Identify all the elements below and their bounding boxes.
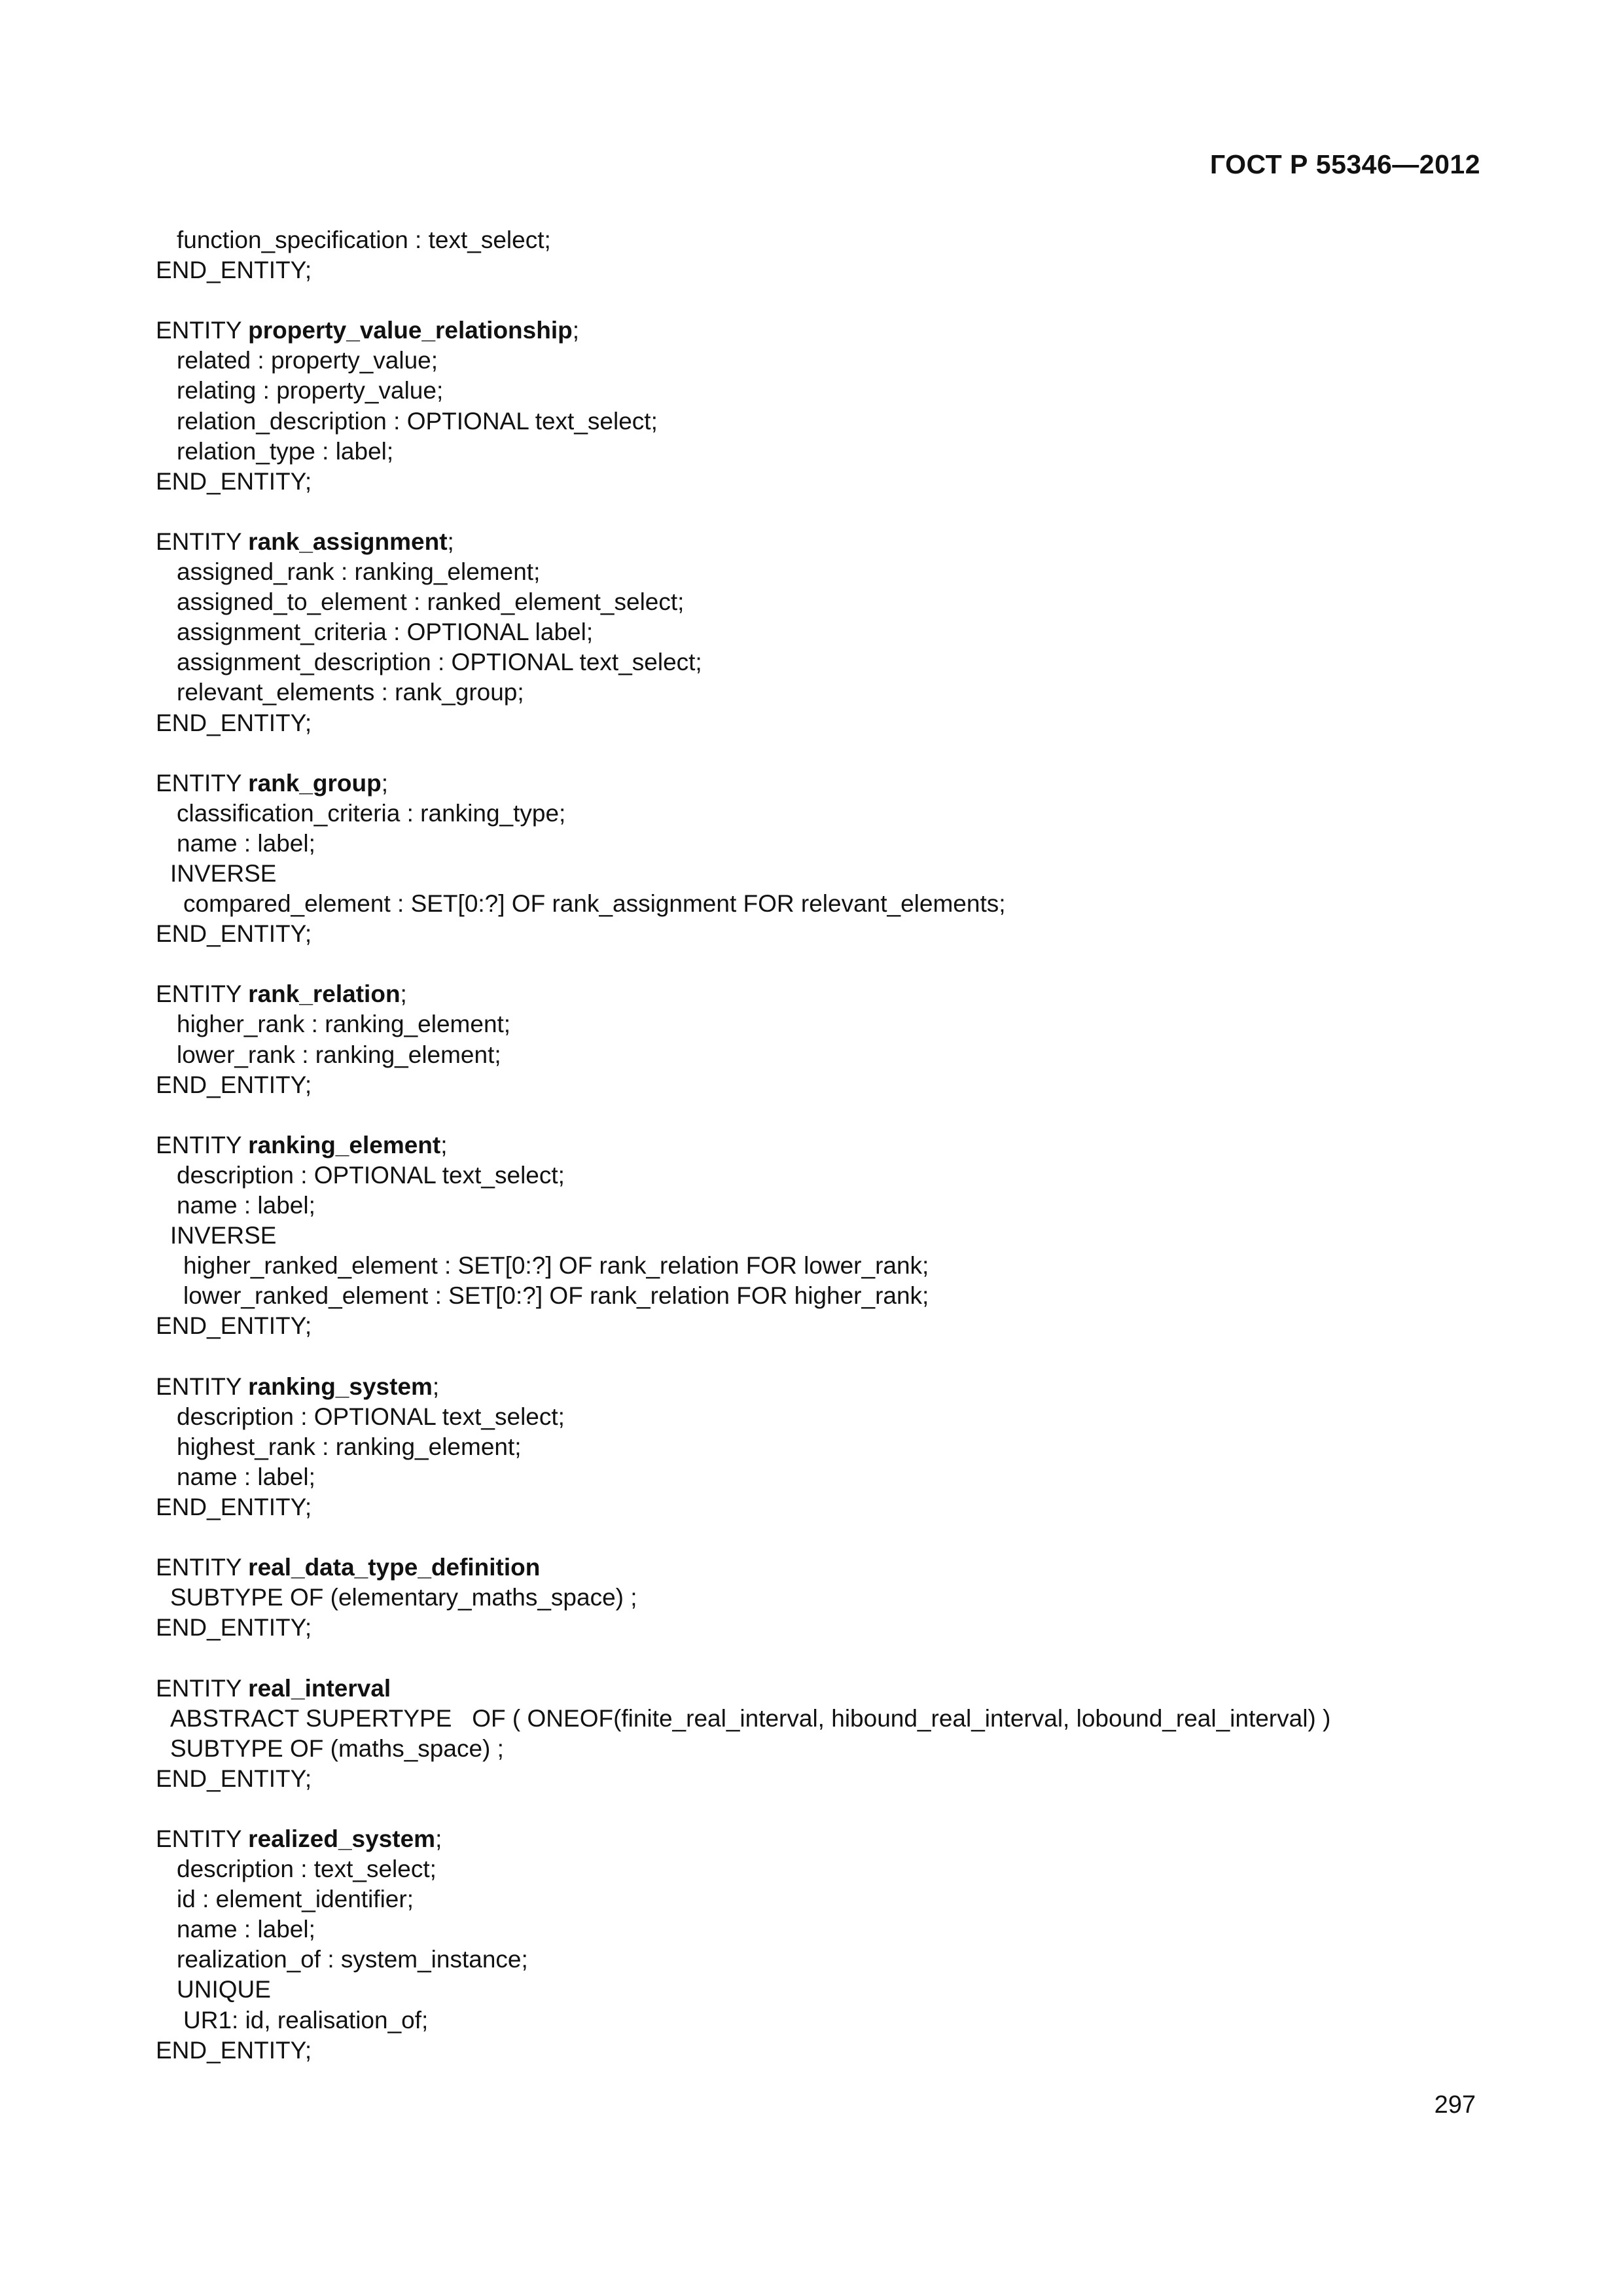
attribute-line: description : OPTIONAL text_select; <box>177 1161 565 1189</box>
entity-name: real_data_type_definition <box>248 1554 541 1581</box>
entity-name: ranking_system <box>248 1372 433 1400</box>
entity-header <box>156 527 1497 557</box>
unique-rule-line: UR1: id, realisation_of; <box>183 2006 429 2034</box>
end-entity: END_ENTITY; <box>156 467 312 495</box>
spacer <box>156 949 1497 979</box>
attribute-line: assignment_description : OPTIONAL text_select; <box>177 649 702 676</box>
attribute-line: realization_of : system_instance; <box>177 1946 528 1973</box>
inverse-keyword: INVERSE <box>170 859 277 887</box>
end-entity: END_ENTITY; <box>156 1312 312 1340</box>
semicolon: ; <box>440 1131 448 1158</box>
entity-keyword: ENTITY <box>156 1554 249 1581</box>
entity-header <box>156 979 1497 1009</box>
attribute-line: name : label; <box>177 1916 315 1943</box>
subtype-line: SUBTYPE OF (maths_space) ; <box>170 1734 504 1762</box>
end-entity: END_ENTITY; <box>156 920 312 948</box>
end-entity: END_ENTITY; <box>156 1493 312 1520</box>
entity-header <box>156 315 1497 346</box>
spacer <box>156 497 1497 527</box>
entity-name: rank_assignment <box>248 528 448 555</box>
attribute-line: highest_rank : ranking_element; <box>177 1433 522 1460</box>
attribute-line: name : label; <box>177 829 315 857</box>
entity-keyword: ENTITY <box>156 317 249 344</box>
entity-name: ranking_element <box>248 1131 441 1158</box>
attribute-line: relevant_elements : rank_group; <box>177 679 524 706</box>
entity-keyword: ENTITY <box>156 769 249 797</box>
attribute-line: function_specification : text_select; <box>177 226 551 253</box>
semicolon: ; <box>572 317 579 344</box>
attribute-line: lower_rank : ranking_element; <box>177 1041 501 1068</box>
end-entity: END_ENTITY; <box>156 709 312 736</box>
attribute-line: relating : property_value; <box>177 377 444 404</box>
semicolon: ; <box>381 769 388 797</box>
entity-name: realized_system <box>248 1825 436 1852</box>
entity-keyword: ENTITY <box>156 1131 249 1158</box>
entity-header <box>156 1824 1497 1854</box>
spacer <box>156 1341 1497 1371</box>
entity-name: real_interval <box>248 1674 391 1702</box>
spacer <box>156 1794 1497 1824</box>
entity-keyword: ENTITY <box>156 528 249 555</box>
attribute-line: name : label; <box>177 1463 315 1490</box>
entity-keyword: ENTITY <box>156 1674 249 1702</box>
entity-name: property_value_relationship <box>248 317 573 344</box>
semicolon: ; <box>432 1372 440 1400</box>
inverse-attribute-line: lower_ranked_element : SET[0:?] OF rank_relation FOR higher_rank; <box>183 1282 929 1310</box>
subtype-line: SUBTYPE OF (elementary_maths_space) ; <box>170 1584 637 1611</box>
entity-name: rank_group <box>248 769 382 797</box>
spacer <box>156 285 1497 315</box>
attribute-line: assigned_to_element : ranked_element_select; <box>177 588 685 616</box>
entity-keyword: ENTITY <box>156 1372 249 1400</box>
attribute-line: assignment_criteria : OPTIONAL label; <box>177 619 594 646</box>
attribute-line: classification_criteria : ranking_type; <box>177 799 566 827</box>
entity-header <box>156 1372 1497 1402</box>
inverse-attribute-line: higher_ranked_element : SET[0:?] OF rank_relation FOR lower_rank; <box>183 1252 929 1280</box>
attribute-line: id : element_identifier; <box>177 1886 414 1913</box>
document-header: ГОСТ Р 55346—2012 <box>1209 149 1480 179</box>
attribute-line: relation_type : label; <box>177 437 394 465</box>
entity-keyword: ENTITY <box>156 1825 249 1852</box>
inverse-attribute-line: compared_element : SET[0:?] OF rank_assignment FOR relevant_elements; <box>183 890 1006 918</box>
attribute-line: assigned_rank : ranking_element; <box>177 558 541 586</box>
supertype-line: ABSTRACT SUPERTYPE OF ( ONEOF(finite_real_interval, hibound_real_interval, lobound_real_interval) ) <box>170 1704 1331 1732</box>
unique-keyword: UNIQUE <box>177 1976 271 2003</box>
attribute-line: higher_rank : ranking_element; <box>177 1011 511 1038</box>
spacer <box>156 1100 1497 1130</box>
attribute-line: name : label; <box>177 1192 315 1219</box>
entity-header <box>156 768 1497 798</box>
spacer <box>156 1522 1497 1552</box>
inverse-keyword: INVERSE <box>170 1222 277 1249</box>
semicolon: ; <box>435 1825 442 1852</box>
entity-header <box>156 1674 1497 1704</box>
semicolon: ; <box>447 528 454 555</box>
end-entity: END_ENTITY; <box>156 1614 312 1641</box>
entity-header <box>156 1552 1497 1583</box>
end-entity: END_ENTITY; <box>156 1071 312 1098</box>
entity-name: rank_relation <box>248 980 401 1008</box>
end-entity: END_ENTITY; <box>156 2036 312 2064</box>
spacer <box>156 1643 1497 1673</box>
page-number: 297 <box>1434 2091 1476 2119</box>
entity-header <box>156 1130 1497 1160</box>
attribute-line: description : text_select; <box>177 1856 437 1883</box>
express-schema-listing <box>156 225 1497 2066</box>
spacer <box>156 738 1497 768</box>
attribute-line: relation_description : OPTIONAL text_select; <box>177 407 658 435</box>
attribute-line: related : property_value; <box>177 347 438 374</box>
attribute-line: description : OPTIONAL text_select; <box>177 1403 565 1430</box>
end-entity: END_ENTITY; <box>156 257 312 284</box>
semicolon: ; <box>400 980 407 1008</box>
entity-keyword: ENTITY <box>156 980 249 1008</box>
end-entity: END_ENTITY; <box>156 1765 312 1792</box>
